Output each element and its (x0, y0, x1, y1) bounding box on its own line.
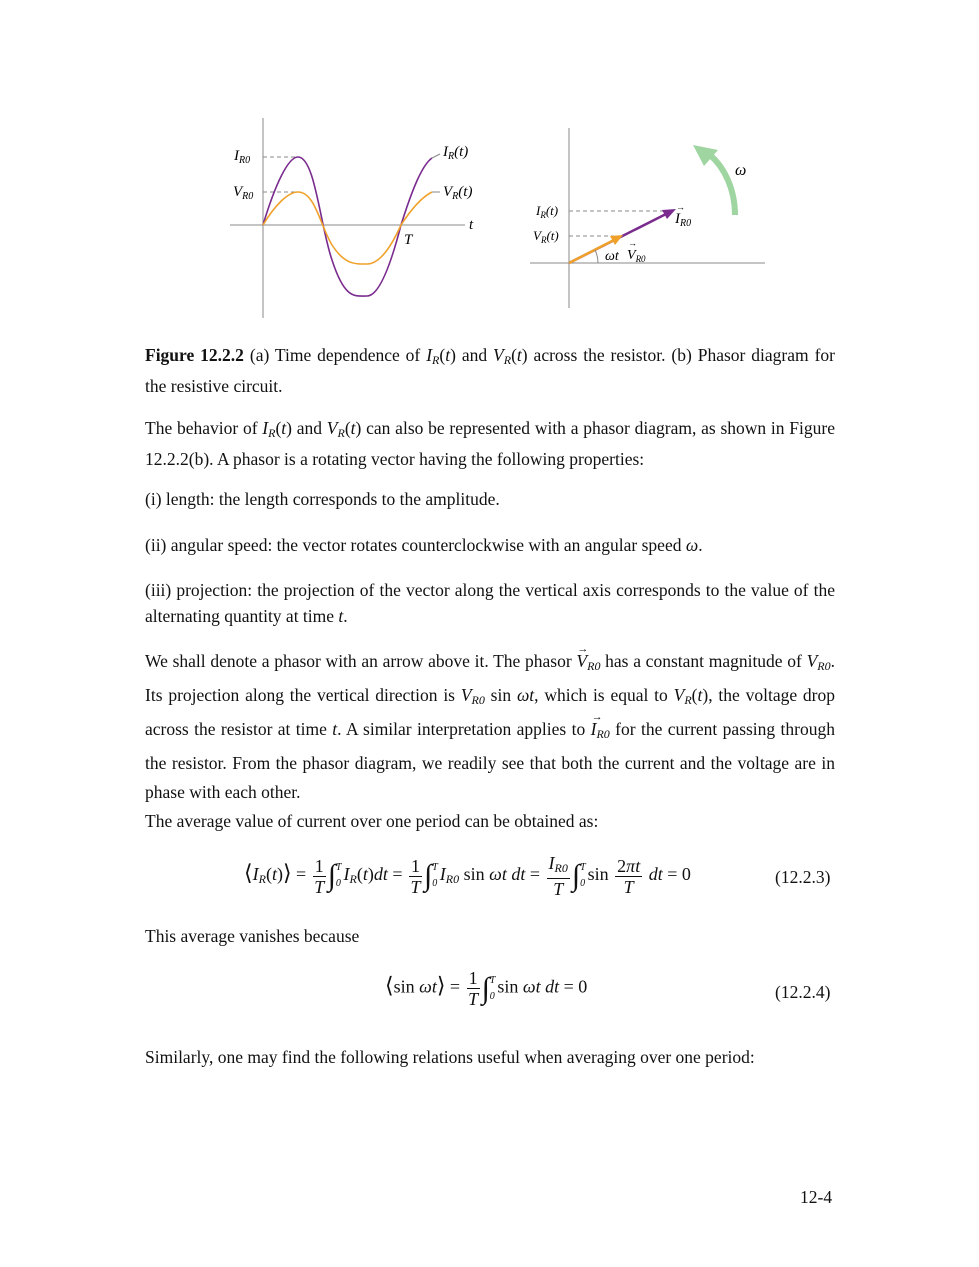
equation-number: (12.2.4) (775, 982, 831, 1002)
angle-arc (595, 250, 598, 263)
paragraph-phasor-intro: The behavior of $I_R(t)$ and $V_R(t)$ can also be represented with a phasor diagram, as shown in Figure 12.2.2(b). A phasor is a rotating vector having the following properties: (145, 418, 835, 469)
ir0-label: $I_{R0}$ (234, 148, 251, 166)
paragraph-average-intro: The average value of current over one period can be obtained as: (145, 811, 599, 831)
caption-label: Figure 12.2.2 (145, 345, 244, 365)
property-length: (i) length: the length corresponds to the amplitude. (145, 489, 500, 509)
t-axis-label: t (469, 217, 474, 233)
v-phasor-label: $V_{R0}$ (627, 248, 646, 264)
figure-12-2-2 (0, 0, 979, 330)
phasor-vr-t-label: $V_R(t)$ (533, 228, 559, 245)
property-projection: (iii) projection: the projection of the vector along the vertical axis corresponds to the value of the alternating quantity at time t. (145, 580, 835, 626)
page-number: 12-4 (800, 1187, 833, 1207)
rotation-arrow (710, 155, 735, 215)
angle-label: ωt (605, 249, 619, 264)
equation-number: (12.2.3) (775, 867, 831, 887)
phasor-ir-t-label: $I_R(t)$ (536, 203, 559, 220)
i-phasor-label: $I_{R0}$ (675, 211, 692, 229)
phasor-diagram (530, 128, 765, 308)
svg-text:→: → (676, 202, 685, 212)
paragraph-phasor-notation: We shall denote a phasor with an arrow above it. The phasor → $V_{R0}$ has a constant magnitude of $V_{R0}$. Its projection along the vertical direction is $V_{R0}$ sin ωt, which is equal to $V_R(t)$, the voltage drop across the resistor at time t. A similar interpretation applies to → $I_{R0}$ for the current passing through the resistor. From the phasor diagram, we readily see that both the current and the voltage are in phase with each other. (145, 647, 835, 807)
property-angular-speed: (ii) angular speed: the vector rotates counterclockwise with an angular speed ω. (145, 535, 703, 555)
current-wave (263, 157, 432, 296)
time-dependence-plot (230, 118, 474, 318)
svg-text:→: → (628, 238, 637, 248)
paragraph-average-vanishes: This average vanishes because (145, 926, 360, 946)
period-label: T (404, 232, 413, 248)
figure-caption: Figure 12.2.2 (a) Time dependence of $I_R(t)$ and $V_R(t)$ across the resistor. (b) Phasor diagram for the resistive circuit. (145, 345, 835, 396)
voltage-wave (263, 192, 432, 264)
paragraph-similarly: Similarly, one may find the following relations useful when averaging over one period: (145, 1047, 755, 1067)
omega-label: ω (735, 162, 747, 179)
vr-t-label: $V_R(t)$ (443, 184, 473, 202)
vr0-label: $V_{R0}$ (233, 184, 254, 202)
ir-t-label: $I_R(t)$ (443, 144, 469, 162)
